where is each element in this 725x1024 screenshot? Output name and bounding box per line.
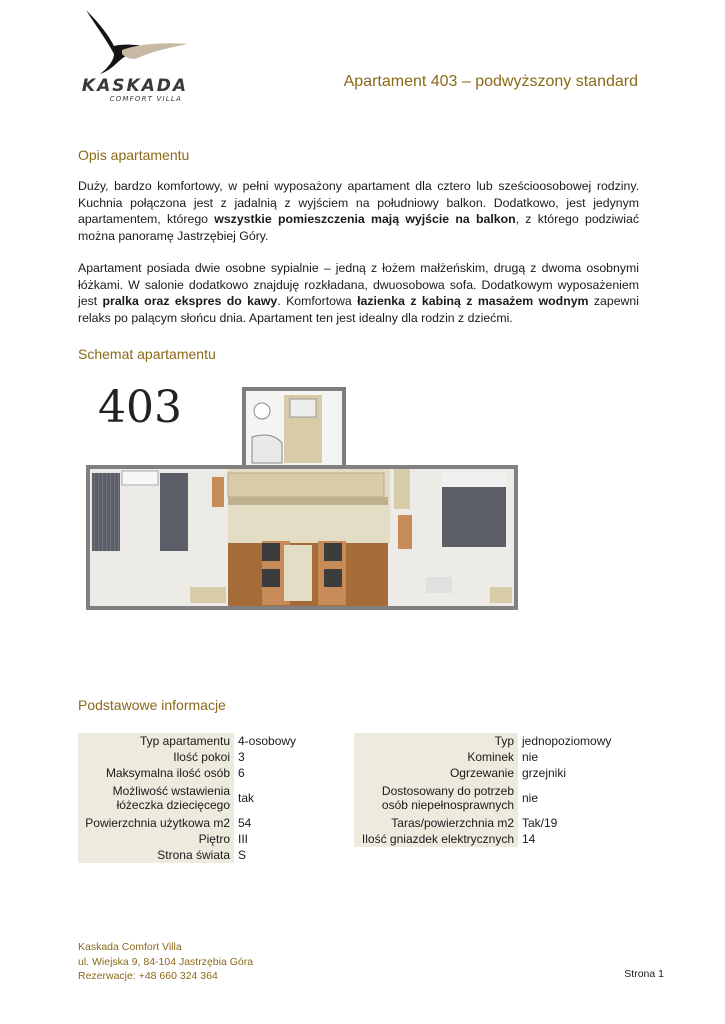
bold-text-run: pralka oraz ekspres do kawy: [102, 294, 278, 308]
info-label: Ogrzewanie: [354, 765, 518, 781]
info-value: III: [238, 832, 249, 846]
info-value: S: [238, 848, 247, 862]
info-heading: Podstawowe informacje: [78, 697, 226, 713]
info-row: [78, 831, 320, 847]
footer: [78, 940, 253, 984]
info-row: [354, 781, 640, 815]
info-row: [78, 749, 320, 765]
info-label: Powierzchnia użytkowa m2: [78, 815, 234, 831]
info-row: [78, 815, 320, 831]
info-label: Piętro: [78, 831, 234, 847]
info-label: Możliwość wstawienia łóżeczka dziecięcego: [78, 781, 234, 815]
plan-heading: Schemat apartamentu: [78, 346, 216, 362]
info-value: 14: [522, 832, 536, 846]
info-row: [78, 765, 320, 781]
info-value: jednopoziomowy: [522, 734, 612, 748]
info-value: grzejniki: [522, 766, 567, 780]
info-label: Ilość pokoi: [78, 749, 234, 765]
bold-text-run: wszystkie pomieszczenia mają wyjście na balkon: [214, 212, 516, 226]
brand-tagline: COMFORT VILLA: [109, 95, 182, 103]
info-row: [78, 847, 320, 863]
bold-text-run: łazienka z kabiną z masażem wodnym: [357, 294, 589, 308]
footer-phone: Rezerwacje: +48 660 324 364: [78, 970, 218, 982]
info-label: Ilość gniazdek elektrycznych: [354, 831, 518, 847]
description-paragraph-2: [78, 260, 639, 326]
footer-company: Kaskada Comfort Villa: [78, 941, 182, 953]
plan-number: 403: [98, 382, 182, 433]
info-row: [354, 749, 640, 765]
info-label: Maksymalna ilość osób: [78, 765, 234, 781]
info-label: Kominek: [354, 749, 518, 765]
page-number: Strona 1: [624, 968, 664, 980]
info-table-left: [78, 733, 320, 863]
document-title: Apartament 403 – podwyższony standard: [343, 73, 638, 90]
info-value: nie: [522, 750, 539, 764]
brand-name: KASKADA: [81, 76, 189, 96]
info-value: tak: [238, 791, 255, 805]
info-label: Strona świata: [78, 847, 234, 863]
text-run: . Komfortowa: [277, 294, 358, 308]
info-row: [354, 831, 640, 847]
info-row: [354, 765, 640, 781]
info-value: 3: [238, 750, 245, 764]
info-row: [78, 733, 320, 749]
apartment-floor-plan: [86, 377, 518, 610]
info-value: 4-osobowy: [238, 734, 297, 748]
logo-text: [80, 78, 190, 104]
info-row: [354, 815, 640, 831]
info-value: nie: [522, 791, 539, 805]
info-value: 6: [238, 766, 245, 780]
info-value: Tak/19: [522, 816, 558, 830]
footer-address: ul. Wiejska 9, 84-104 Jastrzębia Góra: [78, 955, 254, 968]
info-label: Typ apartamentu: [78, 733, 234, 749]
info-table-right: [354, 733, 640, 847]
info-row: [354, 733, 640, 749]
seagull-wing-shape: [86, 10, 152, 74]
info-label: Typ: [354, 733, 518, 749]
info-label: Taras/powierzchnia m2: [354, 815, 518, 831]
info-row: [78, 781, 320, 815]
text-run: Apartament posiada dwie osobne sypialnie – jedną z łożem małżeńskim, drugą z dwoma osobnymi łóżkami. W salonie dodatkowo znajduję rozkładana, dwuosobowa sofa. Dodatkowym wyposażeniem jest: [78, 261, 639, 308]
text-run: Duży, bardzo komfortowy, w pełni wyposażony apartament dla cztero lub sześcioosobowej rodziny. Kuchnia połączona jest z jadalnią z wyjściem na południowy balkon. Dodatkowo, jest jedynym apartamentem, którego: [78, 179, 639, 226]
description-heading: Opis apartamentu: [78, 147, 190, 163]
info-value: 54: [238, 816, 252, 830]
info-label: Dostosowany do potrzeb osób niepełnosprawnych: [354, 781, 518, 815]
description-paragraph-1: [78, 178, 639, 244]
text-run: , z którego podziwiać można panoramę Jastrzębiej Góry.: [78, 212, 640, 243]
text-run: zapewni relaks po palącym słońcu dnia. Apartament ten jest idealny dla rodzin z dziećmi.: [78, 294, 640, 325]
